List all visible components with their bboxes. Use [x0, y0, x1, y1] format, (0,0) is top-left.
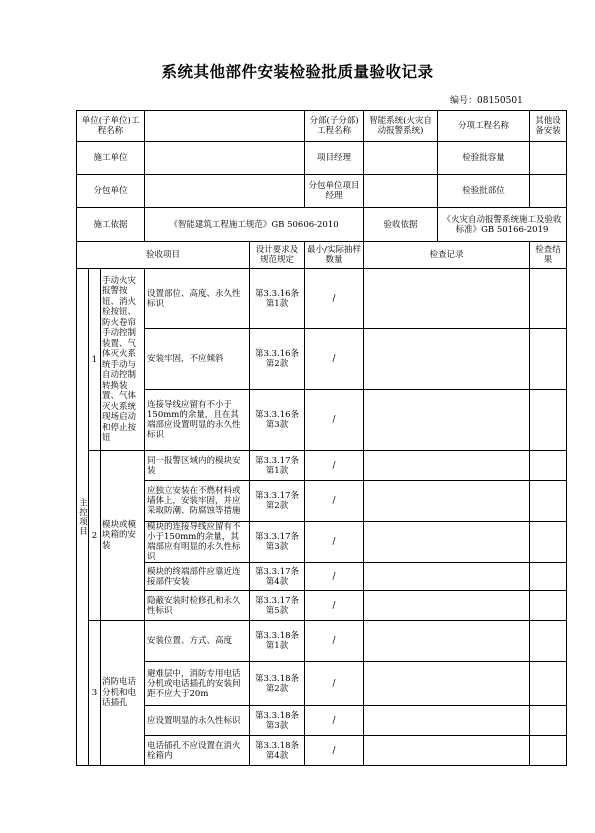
- contractor-value[interactable]: [145, 142, 305, 175]
- basis-value: 《智能建筑工程施工规范》GB 50606-2010: [145, 208, 364, 242]
- check-record-cell[interactable]: [364, 563, 530, 591]
- clause-reference: 第3.3.18条第2款: [250, 662, 305, 706]
- clause-reference: 第3.3.17条第4款: [250, 563, 305, 591]
- page-title: 系统其他部件安装检验批质量验收记录: [161, 62, 434, 81]
- check-record-cell[interactable]: [364, 481, 530, 522]
- sample-count[interactable]: /: [305, 591, 364, 621]
- check-item-desc: 安装牢固，不应倾斜: [145, 329, 250, 390]
- check-item-desc: 应独立安装在不燃材料或墙体上，安装牢固，并应采取防潮、防腐蚀等措施: [145, 481, 250, 522]
- clause-reference: 第3.3.17条第1款: [250, 451, 305, 481]
- item-name: 消防电话分机和电话插孔: [101, 621, 145, 766]
- item-name: 模块或模块箱的安装: [101, 451, 145, 621]
- col-sample-header: 最小/实际抽样数量: [305, 242, 364, 269]
- batch-capacity-label: 检验批容量: [438, 142, 530, 175]
- check-record-cell[interactable]: [364, 522, 530, 563]
- item-name: 手动火灾报警按钮、消火栓按钮、防火卷帘手动控制装置、气体灭火系统手动与自动控制转换装置、气体灭火系统现场启动和停止按钮: [101, 269, 145, 451]
- check-item-desc: 应设置明显的永久性标识: [145, 706, 250, 736]
- check-record-cell[interactable]: [364, 621, 530, 662]
- check-record-cell[interactable]: [364, 591, 530, 621]
- batch-location-value[interactable]: [530, 175, 567, 208]
- clause-reference: 第3.3.18条第4款: [250, 736, 305, 766]
- check-item-desc: 设置部位、高度、永久性标识: [145, 269, 250, 329]
- table-row: [77, 451, 567, 481]
- table-row: [77, 706, 567, 736]
- check-item-desc: 电话插孔不应设置在消火栓箱内: [145, 736, 250, 766]
- sample-count[interactable]: /: [305, 706, 364, 736]
- sample-count[interactable]: /: [305, 662, 364, 706]
- check-item-desc: 模块的终端部件应靠近连接部件安装: [145, 563, 250, 591]
- table-row: [77, 269, 567, 329]
- sub-pm-label: 分包单位项目经理: [305, 175, 364, 208]
- table-row: [77, 390, 567, 451]
- table-row: [77, 662, 567, 706]
- check-result-cell[interactable]: [530, 662, 567, 706]
- subitem-value[interactable]: 其他设备安装: [530, 111, 567, 142]
- sample-count[interactable]: /: [305, 736, 364, 766]
- check-result-cell[interactable]: [530, 390, 567, 451]
- check-item-desc: 隐蔽安装时检修孔和永久性标识: [145, 591, 250, 621]
- record-code: 编号：08150501: [450, 96, 523, 106]
- col-result-header: 检查结果: [530, 242, 567, 269]
- table-row: [77, 591, 567, 621]
- clause-reference: 第3.3.17条第3款: [250, 522, 305, 563]
- pm-label: 项目经理: [305, 142, 364, 175]
- check-record-cell[interactable]: [364, 390, 530, 451]
- sample-count[interactable]: /: [305, 481, 364, 522]
- acceptance-value: 《火灾自动报警系统施工及验收标准》GB 50166-2019: [438, 208, 567, 242]
- check-result-cell[interactable]: [530, 522, 567, 563]
- unit-value[interactable]: [145, 111, 305, 142]
- sample-count[interactable]: /: [305, 390, 364, 451]
- check-record-cell[interactable]: [364, 269, 530, 329]
- check-result-cell[interactable]: [530, 481, 567, 522]
- check-result-cell[interactable]: [530, 591, 567, 621]
- clause-reference: 第3.3.18条第3款: [250, 706, 305, 736]
- sample-count[interactable]: /: [305, 522, 364, 563]
- check-item-desc: 模块的连接导线应留有不小于150mm的余量，其端部应有明显的永久性标识: [145, 522, 250, 563]
- check-item-desc: 连接导线应留有不小于150mm的余量，且在其端部应设置明显的永久性标识: [145, 390, 250, 451]
- col-design-header: 设计要求及规范规定: [250, 242, 305, 269]
- sample-count[interactable]: /: [305, 563, 364, 591]
- check-result-cell[interactable]: [530, 563, 567, 591]
- col-item-header: 验收项目: [77, 242, 250, 269]
- main-control-items-label: 主控项目: [77, 498, 88, 536]
- item-number: 2: [89, 451, 101, 621]
- item-number: 1: [89, 269, 101, 451]
- basis-label: 施工依据: [77, 208, 145, 242]
- check-result-cell[interactable]: [530, 736, 567, 766]
- batch-capacity-value[interactable]: [530, 142, 567, 175]
- item-number: 3: [89, 621, 101, 766]
- check-record-cell[interactable]: [364, 736, 530, 766]
- sample-count[interactable]: /: [305, 329, 364, 390]
- division-value[interactable]: 智能系统(火灾自动报警系统): [364, 111, 438, 142]
- table-row: [77, 481, 567, 522]
- check-result-cell[interactable]: [530, 269, 567, 329]
- sample-count[interactable]: /: [305, 269, 364, 329]
- check-result-cell[interactable]: [530, 706, 567, 736]
- division-label: 分部(子分部)工程名称: [305, 111, 364, 142]
- clause-reference: 第3.3.16条第1款: [250, 269, 305, 329]
- check-result-cell[interactable]: [530, 451, 567, 481]
- unit-label: 单位(子单位)工程名称: [77, 111, 145, 142]
- check-item-desc: 避难层中，消防专用电话分机或电话插孔的安装间距不应大于20m: [145, 662, 250, 706]
- sub-pm-value[interactable]: [364, 175, 438, 208]
- table-row: [77, 522, 567, 563]
- col-record-header: 检查记录: [364, 242, 530, 269]
- sample-count[interactable]: /: [305, 451, 364, 481]
- contractor-label: 施工单位: [77, 142, 145, 175]
- table-row: [77, 621, 567, 662]
- batch-location-label: 检验批部位: [438, 175, 530, 208]
- check-result-cell[interactable]: [530, 621, 567, 662]
- table-row: [77, 563, 567, 591]
- acceptance-label: 验收依据: [364, 208, 438, 242]
- subitem-label: 分项工程名称: [438, 111, 530, 142]
- subcontractor-value[interactable]: [145, 175, 305, 208]
- table-row: [77, 329, 567, 390]
- check-record-cell[interactable]: [364, 451, 530, 481]
- check-record-cell[interactable]: [364, 329, 530, 390]
- check-item-desc: 同一报警区域内的模块安装: [145, 451, 250, 481]
- subcontractor-label: 分包单位: [77, 175, 145, 208]
- pm-value[interactable]: [364, 142, 438, 175]
- table-row: [77, 736, 567, 766]
- clause-reference: 第3.3.16条第2款: [250, 329, 305, 390]
- clause-reference: 第3.3.18条第1款: [250, 621, 305, 662]
- check-record-cell[interactable]: [364, 706, 530, 736]
- clause-reference: 第3.3.17条第2款: [250, 481, 305, 522]
- check-result-cell[interactable]: [530, 329, 567, 390]
- record-table: [76, 110, 567, 766]
- check-record-cell[interactable]: [364, 662, 530, 706]
- clause-reference: 第3.3.16条第3款: [250, 390, 305, 451]
- check-item-desc: 安装位置、方式、高度: [145, 621, 250, 662]
- clause-reference: 第3.3.17条第5款: [250, 591, 305, 621]
- sample-count[interactable]: /: [305, 621, 364, 662]
